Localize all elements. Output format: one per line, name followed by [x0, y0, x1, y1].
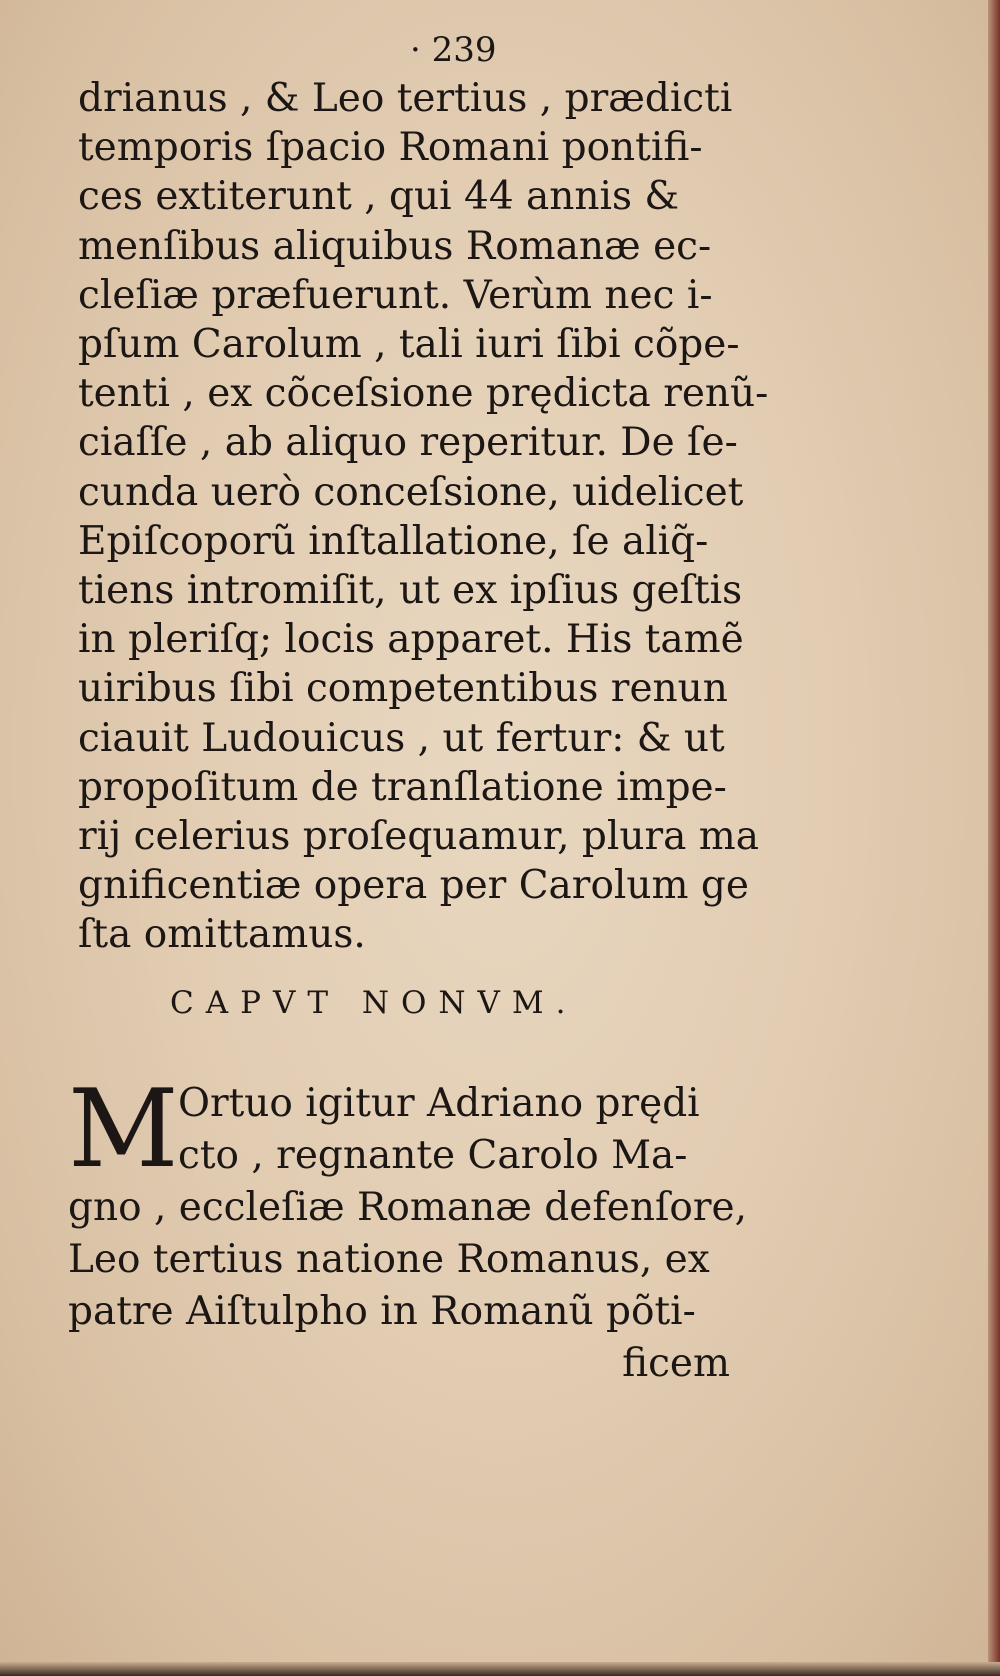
page-edge-bottom [0, 1662, 1000, 1676]
text-line: propoſitum de tranſlatione impe- [78, 764, 727, 810]
page-edge-right [988, 0, 1000, 1676]
chapter-text [68, 1067, 748, 1390]
text-line: cunda uerò conceſsione, uidelicet [78, 469, 744, 515]
drop-cap: M [68, 1067, 179, 1192]
text-line: ſta omittamus. [78, 912, 366, 958]
text-line: tenti , ex cõceſsione prędicta renũ- [78, 371, 769, 417]
text-line: patre Aiſtulpho in Romanũ põti- [68, 1289, 696, 1334]
text-line: menſibus aliquibus Romanæ ec- [78, 223, 712, 269]
text-line: Leo tertius natione Romanus, ex [68, 1237, 710, 1282]
text-line: temporis ſpacio Romani pontifi- [78, 125, 703, 171]
text-line: ciaſſe , ab aliquo reperitur. De ſe- [78, 420, 738, 466]
text-line: gno , eccleſiæ Romanæ defenſore, [68, 1185, 747, 1230]
text-line: uiribus ſibi competentibus renun [78, 666, 728, 712]
text-line: ciauit Ludouicus , ut fertur: & ut [78, 715, 725, 761]
text-line: Epiſcoporũ inſtallatione, ſe aliq̃- [78, 518, 709, 564]
page-number: · 239 [410, 30, 497, 70]
text-line: in pleriſq; locis apparet. His tamẽ [78, 617, 744, 663]
text-line: ces extiterunt , qui 44 annis & [78, 174, 680, 220]
text-line: cto , regnante Carolo Ma- [178, 1133, 688, 1178]
text-line: tiens intromiſit, ut ex ipſius geſtis [78, 568, 743, 614]
body-text [78, 74, 769, 960]
chapter-heading: CAPVT NONVM. [170, 985, 578, 1021]
text-line: Ortuo igitur Adriano prędi [178, 1081, 700, 1126]
text-line: rij celerius proſequamur, plura ma [78, 814, 759, 860]
text-line: cleſiæ præfuerunt. Verùm nec i- [78, 272, 713, 318]
catchword: ficem [622, 1341, 730, 1386]
text-line: drianus , & Leo tertius , prædicti [78, 76, 733, 121]
text-line: gnificentiæ opera per Carolum ge [78, 863, 749, 909]
text-line: pſum Carolum , tali iuri ſibi cõpe- [78, 322, 740, 368]
